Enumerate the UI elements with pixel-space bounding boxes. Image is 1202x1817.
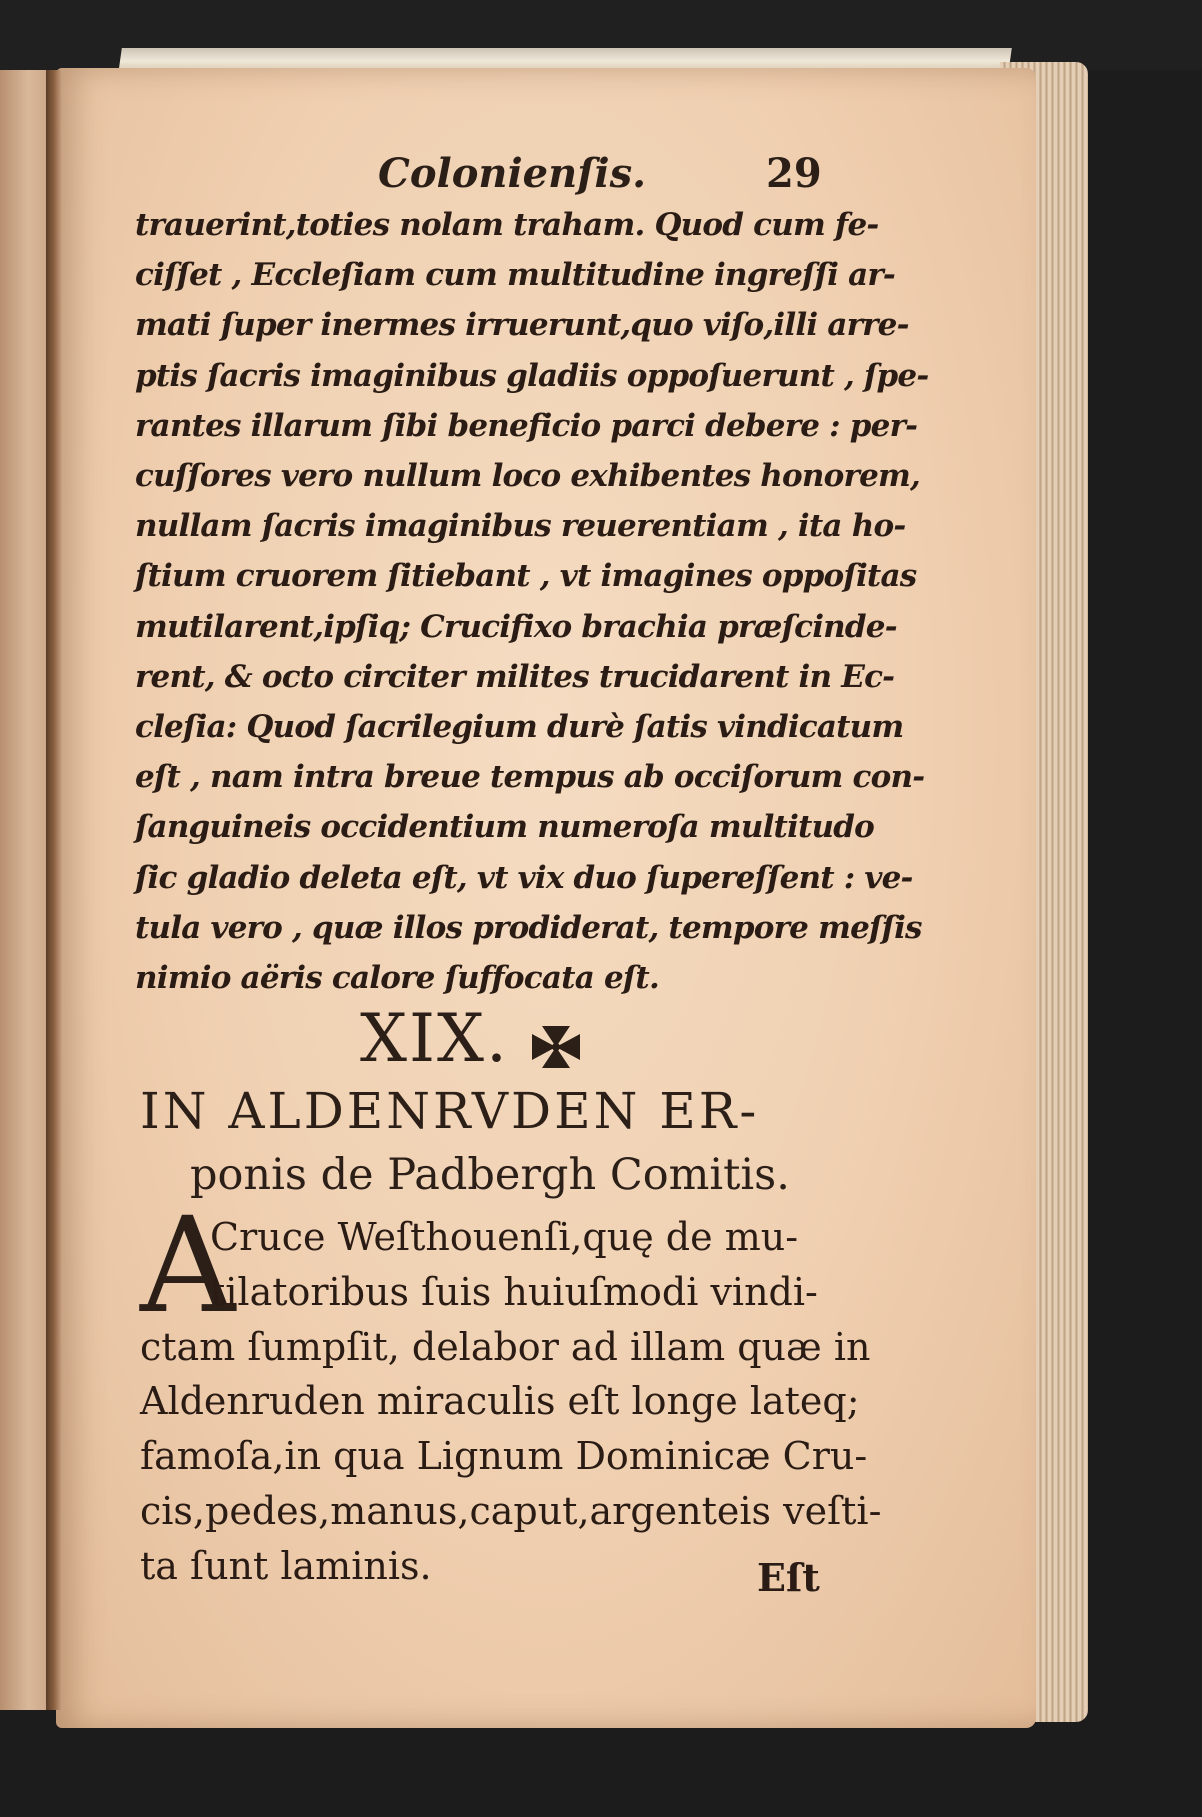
text-line: Cruce Weſthouenſi,quę de mu- bbox=[210, 1215, 799, 1259]
text-line: cleſia: Quod ſacrilegium durè ſatis vindicatum bbox=[135, 709, 904, 746]
page-number: 29 bbox=[766, 150, 822, 197]
italic-paragraph bbox=[135, 200, 929, 1003]
text-line: trauerint,toties nolam traham. Quod cum fe- bbox=[135, 207, 879, 243]
text-line: ctam ſumpſit, delabor ad illam quæ in bbox=[140, 1324, 871, 1369]
section-heading: IN ALDENRVDEN ER- bbox=[140, 1082, 760, 1140]
text-line: eſt , nam intra breue tempus ab occiſorum con- bbox=[135, 759, 925, 796]
text-line: rent, & octo circiter milites trucidarent in Ec- bbox=[135, 658, 895, 695]
text-line: rantes illarum ſibi beneficio parci debere : per- bbox=[135, 407, 918, 444]
section-number: XIX. bbox=[360, 1000, 510, 1077]
drop-cap: A bbox=[140, 1189, 236, 1343]
text-line: Aldenruden miraculis eſt longe lateq; bbox=[140, 1379, 860, 1424]
text-line: mutilarent,ipſiq; Crucifixo brachia præſcinde- bbox=[135, 608, 897, 645]
catchword: Eſt bbox=[757, 1555, 820, 1600]
text-line: ſic gladio deleta eſt, vt vix duo ſupereſſent : ve- bbox=[135, 859, 913, 896]
text-line: ptis ſacris imaginibus gladiis oppoſuerunt , ſpe- bbox=[135, 357, 929, 394]
section-subheading: ponis de Padbergh Comitis. bbox=[190, 1150, 790, 1200]
show-through bbox=[896, 368, 1056, 1668]
text-line: tula vero , quæ illos prodiderat, tempore meſſis bbox=[135, 909, 922, 946]
facing-page bbox=[0, 70, 52, 1710]
text-line: nullam ſacris imaginibus reuerentiam , ita ho- bbox=[135, 508, 906, 545]
text-line: tilatoribus ſuis huiuſmodi vindi- bbox=[210, 1269, 818, 1314]
text-line: nimio aëris calore ſuffocata eſt. bbox=[135, 960, 659, 997]
running-header: Colonienſis. bbox=[378, 150, 647, 197]
text-line: cis,pedes,manus,caput,argenteis veſti- bbox=[140, 1488, 882, 1533]
text-line: ſtium cruorem ſitiebant , vt imagines oppoſitas bbox=[135, 558, 917, 595]
text-line: famoſa,in qua Lignum Dominicæ Cru- bbox=[140, 1434, 868, 1479]
book-gutter bbox=[46, 70, 62, 1710]
text-line: ſanguineis occidentium numeroſa multitudo bbox=[135, 809, 875, 846]
text-line: ta ſunt laminis. bbox=[140, 1543, 432, 1588]
cross-pattee-icon bbox=[528, 1022, 584, 1072]
text-line: ciſſet , Eccleſiam cum multitudine ingreſſi ar- bbox=[135, 257, 895, 294]
text-line: mati ſuper inermes irruerunt,quo viſo,illi arre- bbox=[135, 307, 909, 344]
text-line: cuſſores vero nullum loco exhibentes honorem, bbox=[135, 458, 920, 495]
roman-paragraph bbox=[140, 1210, 882, 1594]
